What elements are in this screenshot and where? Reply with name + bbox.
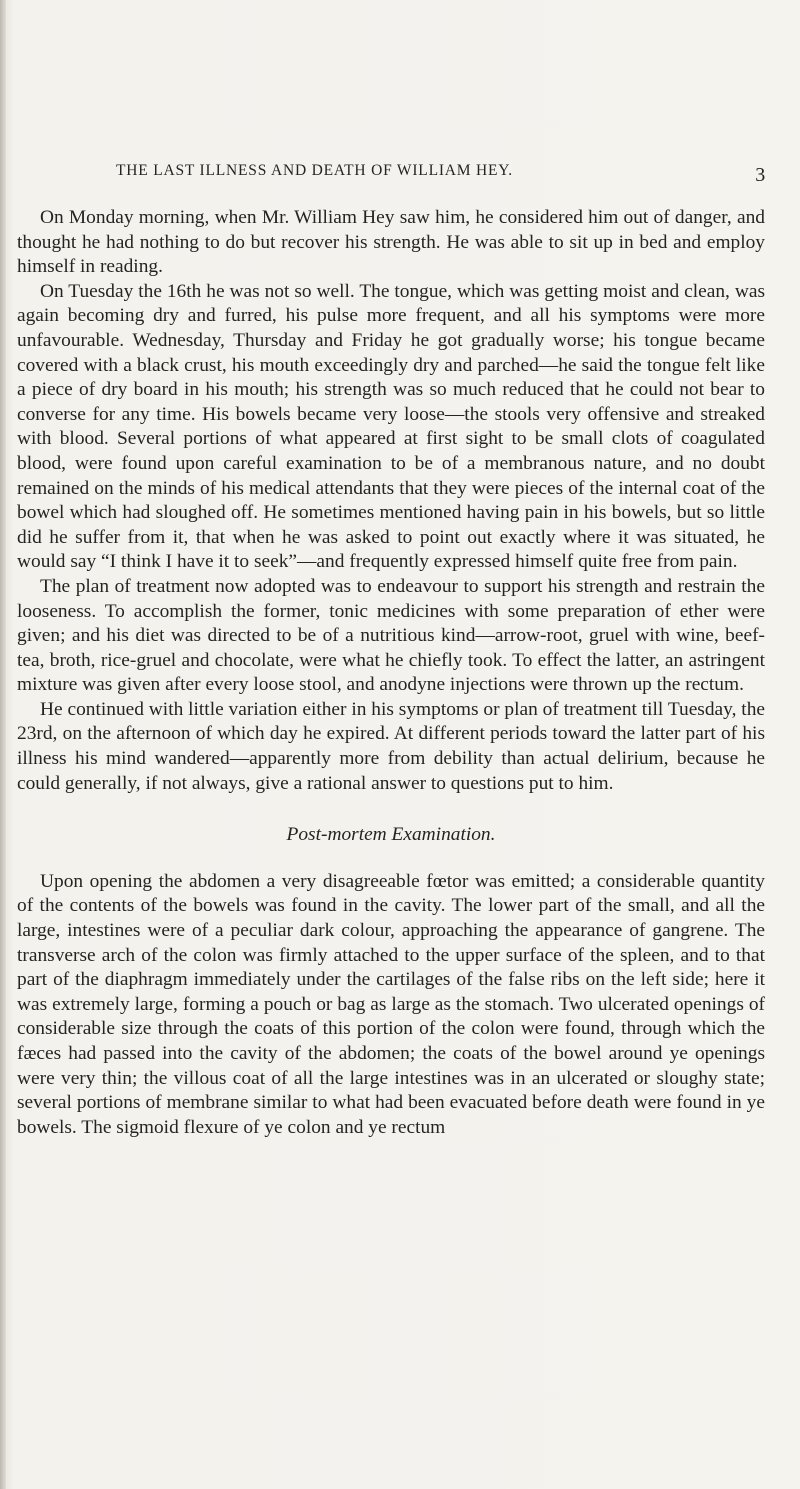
paragraph: On Tuesday the 16th he was not so well. The tongue, which was getting moist and clean, was again becoming dry and furred, his pulse more frequent, and all his symptoms were more unfavourable. Wednesday, Thursday and Friday he got gradually worse; his tongue became covered with a black crust, his mouth exceedingly dry and parched—he said the tongue felt like a piece of dry board in his mouth; his strength was so much reduced that he could not bear to converse for any time. His bowels became very loose—the stools very offensive and streaked with blood. Several portions of what appeared at first sight to be small clots of coagulated blood, were found upon careful examination to be of a membranous nature, and no doubt remained on the minds of his medical attendants that they were pieces of the internal coat of the bowel which had sloughed off. He sometimes mentioned having pain in his bowels, but so little did he suffer from it, that when he was asked to point out exactly where it was situated, he would say “I think I have it to seek”—and frequently expressed himself quite free from pain. [17, 280, 765, 573]
paragraph: He continued with little variation either in his symptoms or plan of treatment till Tuesday, the 23rd, on the afternoon of which day he expired. At different periods toward the latter part of his illness his mind wandered—apparently more from debility than actual delirium, because he could generally, if not always, give a rational answer to questions put to him. [17, 698, 765, 794]
paragraph: Upon opening the abdomen a very disagreeable fœtor was emitted; a considerable quantity of the contents of the bowels was found in the cavity. The lower part of the small, and all the large, intestines were of a peculiar dark colour, approaching the appearance of gangrene. The transverse arch of the colon was firmly attached to the upper surface of the spleen, and to that part of the diaphragm immediately under the cartilages of the false ribs on the left side; here it was extremely large, forming a pouch or bag as large as the stomach. Two ulcerated openings of considerable size through the coats of this portion of the colon were found, through which the fæces had passed into the cavity of the abdomen; the coats of the bowel around ye openings were very thin; the villous coat of all the large intestines was in an ulcerated or sloughy state; several portions of membrane similar to what had been evacuated before death were found in ye bowels. The sigmoid flexure of ye colon and ye rectum [17, 870, 765, 1138]
running-head [116, 162, 766, 186]
section-heading: Post-mortem Examination. [286, 824, 496, 846]
page-number: 3 [755, 164, 766, 186]
body-text [17, 206, 765, 1140]
running-head-title: THE LAST ILLNESS AND DEATH OF WILLIAM HEY. [116, 162, 513, 179]
paragraph: The plan of treatment now adopted was to endeavour to support his strength and restrain the looseness. To accomplish the former, tonic medicines with some preparation of ether were given; and his diet was directed to be of a nutritious kind—arrow-root, gruel with wine, beef-tea, broth, rice-gruel and chocolate, were what he chiefly took. To effect the latter, an astringent mixture was given after every loose stool, and anodyne injections were thrown up the rectum. [17, 575, 765, 696]
paragraph: On Monday morning, when Mr. William Hey saw him, he considered him out of danger, and thought he had nothing to do but recover his strength. He was able to sit up in bed and employ himself in reading. [17, 207, 765, 278]
binding-edge [0, 0, 6, 1489]
